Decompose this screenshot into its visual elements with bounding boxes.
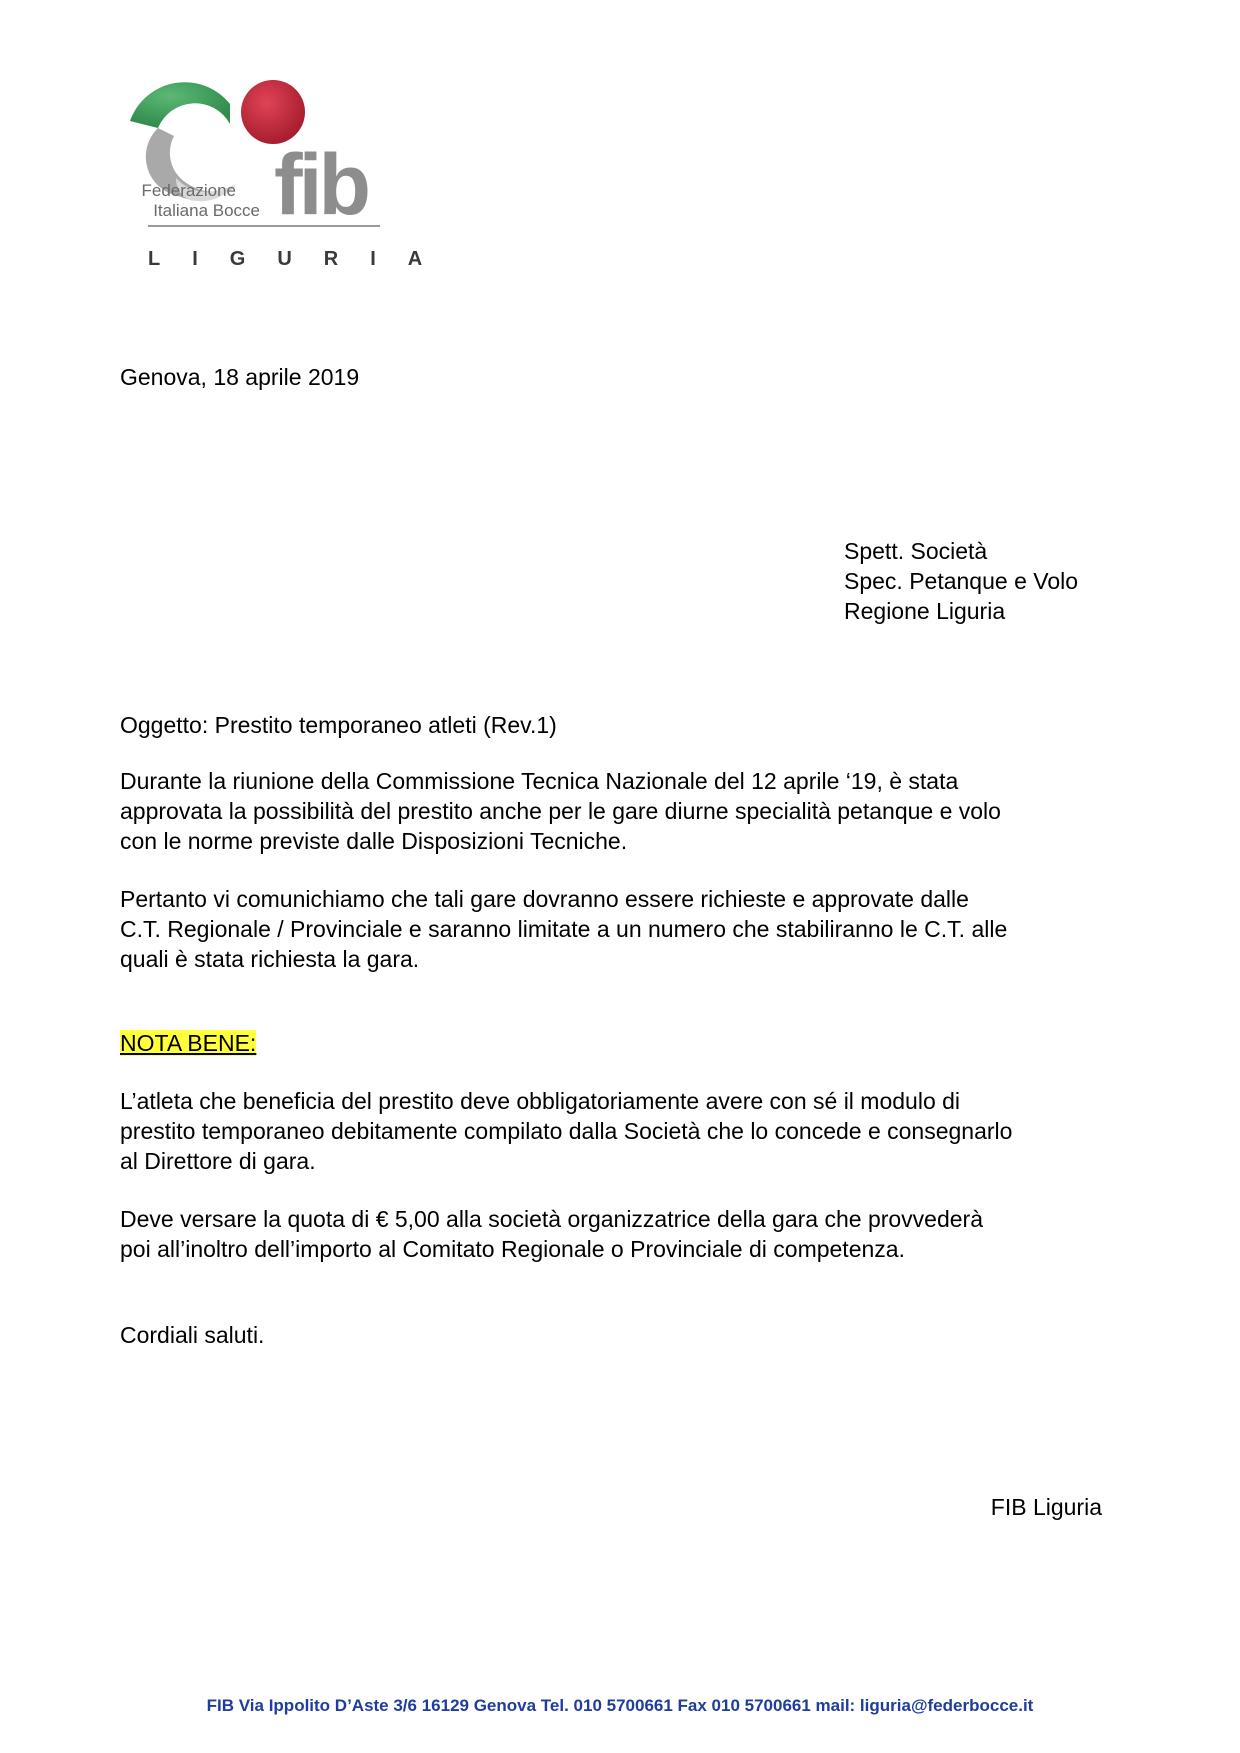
paragraph-line: C.T. Regionale / Provinciale e saranno limitate a un numero che stabiliranno le C.T. alle (120, 916, 1008, 942)
paragraph-line: approvata la possibilità del prestito anche per le gare diurne specialità petanque e volo (120, 798, 1001, 824)
paragraph-line: quali è stata richiesta la gara. (120, 946, 420, 972)
logo-region: LIGURIA (148, 248, 455, 270)
paragraph-line: al Direttore di gara. (120, 1148, 316, 1174)
footer-contact-info: FIB Via Ippolito D’Aste 3/6 16129 Genova Tel. 010 5700661 Fax 010 5700661 mail: liguria@federbocce.it (206, 1696, 1034, 1715)
paragraph-4 (120, 1204, 983, 1264)
green-ball-shape (130, 82, 230, 128)
closing-salutation: Cordiali saluti. (120, 1322, 265, 1348)
paragraph-line: Deve versare la quota di € 5,00 alla società organizzatrice della gara che provvederà (120, 1206, 984, 1232)
nota-bene-heading (120, 1028, 256, 1058)
recipient-block (844, 536, 1078, 626)
logo-line2: Italiana Bocce (153, 201, 260, 220)
logo-brand: fib (274, 137, 368, 233)
recipient-line: Spett. Società (844, 538, 988, 564)
letter-subject: Oggetto: Prestito temporaneo atleti (Rev.1) (120, 712, 557, 738)
paragraph-line: prestito temporaneo debitamente compilato dalla Società che lo concede e consegnarlo (120, 1118, 1013, 1144)
recipient-line: Regione Liguria (844, 598, 1006, 624)
nota-bene-label: NOTA BENE: (120, 1030, 257, 1056)
paragraph-1 (120, 766, 1001, 856)
paragraph-line: con le norme previste dalle Disposizioni Tecniche. (120, 828, 628, 854)
fib-liguria-logo (118, 66, 455, 278)
recipient-line: Spec. Petanque e Volo (844, 568, 1079, 594)
paragraph-line: Durante la riunione della Commissione Tecnica Nazionale del 12 aprile ‘19, è stata (120, 768, 959, 794)
letter-date: Genova, 18 aprile 2019 (120, 364, 360, 390)
paragraph-line: L’atleta che beneficia del prestito deve obbligatoriamente avere con sé il modulo di (120, 1088, 961, 1114)
signature: FIB Liguria (990, 1494, 1102, 1520)
red-ball-shape (241, 80, 305, 144)
paragraph-3 (120, 1086, 1012, 1176)
paragraph-line: poi all’inoltro dell’importo al Comitato Regionale o Provinciale di competenza. (120, 1236, 905, 1262)
logo-line1: Federazione (141, 181, 236, 200)
paragraph-line: Pertanto vi comunichiamo che tali gare dovranno essere richieste e approvate dalle (120, 886, 969, 912)
paragraph-2 (120, 884, 1007, 974)
